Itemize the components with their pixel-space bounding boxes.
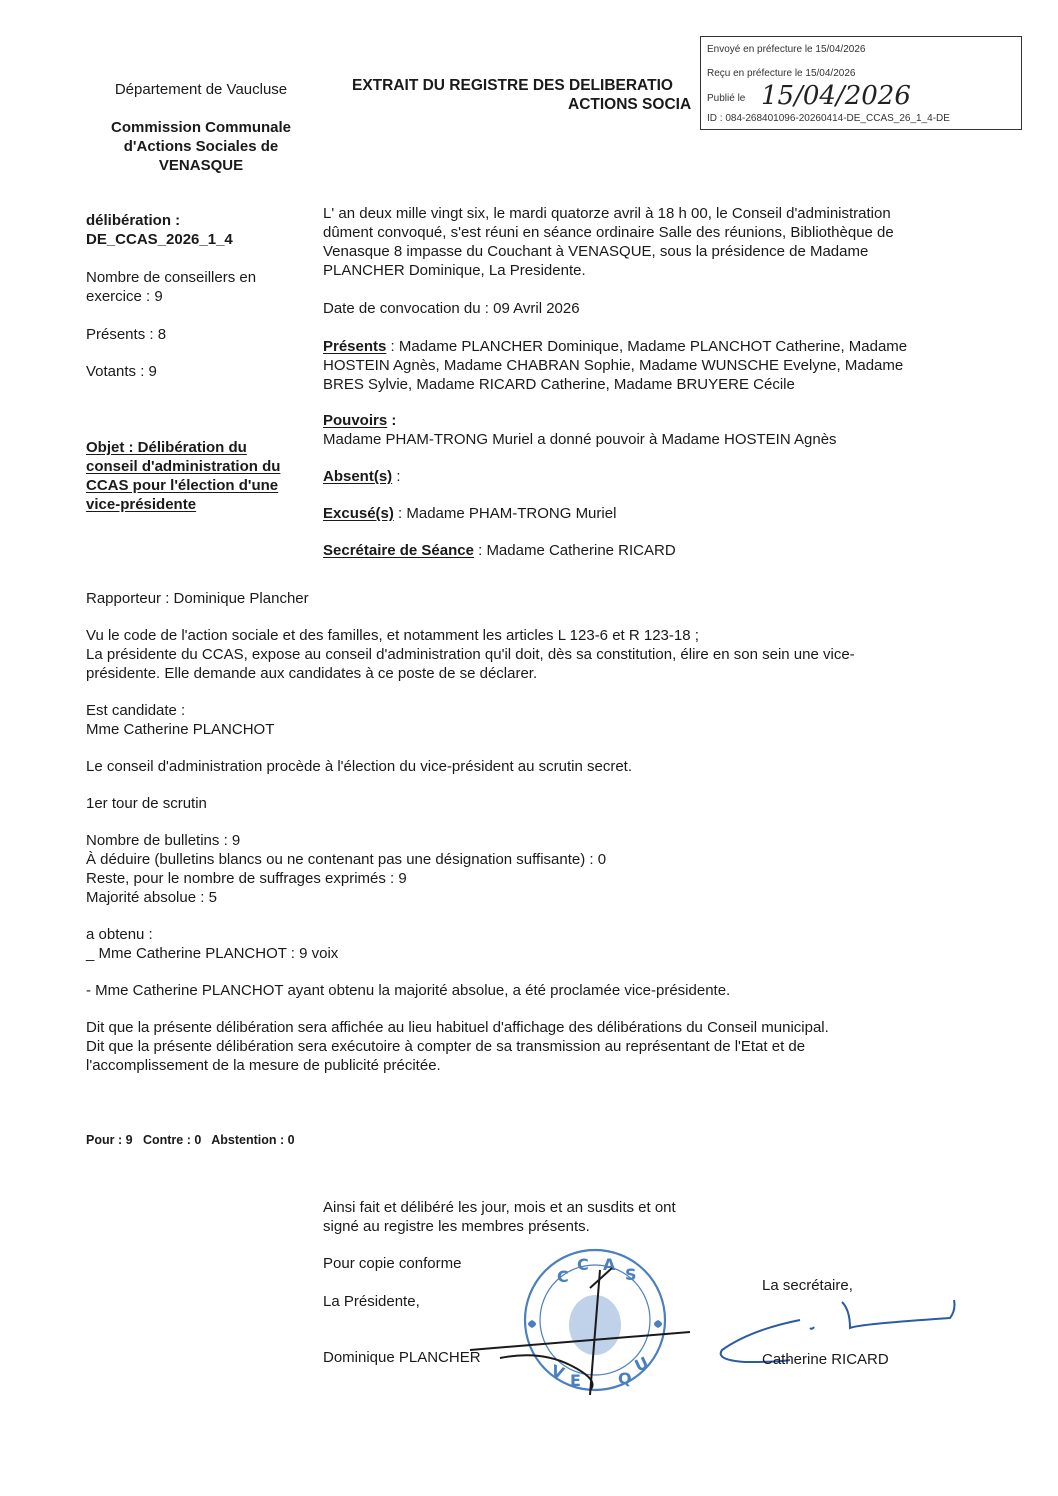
presidente-name: Dominique PLANCHER: [323, 1349, 481, 1366]
svg-text:U: U: [631, 1352, 652, 1376]
svg-text:E: E: [570, 1371, 581, 1390]
obtenu-block: a obtenu : _ Mme Catherine PLANCHOT : 9 voix: [86, 926, 339, 962]
votants-count: Votants : 9: [86, 363, 157, 380]
presents-block: Présents : Madame PLANCHER Dominique, Madame PLANCHOT Catherine, Madame HOSTEIN Agnès, Madame CHABRAN Sophie, Madame WUNSCHE Evelyne, Madame BRES Sylvie, Madame RICARD Catherine, Madame BRUYERE Cécile: [323, 338, 908, 393]
commission-name: Commission Communale d'Actions Sociales de VENASQUE: [110, 119, 292, 174]
deliberation-label: délibération :: [86, 212, 181, 229]
ainsi-fait: Ainsi fait et délibéré les jour, mois et an susdits et ont signé au registre les membres présents.: [323, 1199, 676, 1235]
departement: Département de Vaucluse: [114, 81, 288, 98]
tour-label: 1er tour de scrutin: [86, 795, 207, 812]
rapporteur: Rapporteur : Dominique Plancher: [86, 590, 309, 607]
pouvoirs-label: Pouvoirs: [323, 412, 388, 429]
absents-line: Absent(s) :: [323, 468, 401, 485]
svg-text:V: V: [548, 1360, 567, 1383]
pouvoirs-block: Pouvoirs : Madame PHAM-TRONG Muriel a donné pouvoir à Madame HOSTEIN Agnès: [323, 412, 837, 448]
excuses-label: Excusé(s): [323, 505, 394, 522]
prefecture-stamp: [700, 36, 1022, 130]
secretaire-line: Secrétaire de Séance : Madame Catherine RICARD: [323, 542, 676, 559]
vu-paragraph: Vu le code de l'action sociale et des familles, et notamment les articles L 123-6 et R 123-18 ; La présidente du CCAS, expose au conseil d'administration qu'il doit, dès sa constitution, élire en son sein une vice- présidente. Elle demande aux candidates à ce poste de se déclarer.: [86, 627, 855, 682]
stamp-id: ID : 084-268401096-20260414-DE_CCAS_26_1_4-DE: [707, 113, 950, 124]
document-title-line2: ACTIONS SOCIA: [568, 96, 692, 113]
secretaire-signature-label: La secrétaire,: [762, 1277, 853, 1294]
secretaire-label: Secrétaire de Séance: [323, 542, 474, 559]
procede-text: Le conseil d'administration procède à l'élection du vice-président au scrutin secret.: [86, 758, 633, 775]
presents-count: Présents : 8: [86, 326, 167, 343]
objet-block: Objet : Délibération du conseil d'administration du CCAS pour l'élection d'une vice-présidente: [86, 439, 281, 513]
stamp-envoye: Envoyé en préfecture le 15/04/2026: [707, 44, 866, 55]
svg-text:Q: Q: [618, 1369, 632, 1388]
deliberation-id: DE_CCAS_2026_1_4: [86, 231, 233, 248]
secretaire-name: Catherine RICARD: [762, 1351, 889, 1368]
presents-label: Présents: [323, 338, 387, 355]
vote-summary: Pour : 9 Contre : 0 Abstention : 0: [86, 1133, 295, 1147]
ccas-seal-stamp: [440, 1240, 710, 1400]
absents-label: Absent(s): [323, 468, 393, 485]
copie-conforme: Pour copie conforme: [323, 1255, 462, 1272]
svg-text:C: C: [577, 1255, 589, 1274]
svg-text:S: S: [625, 1265, 637, 1284]
excuses-line: Excusé(s) : Madame PHAM-TRONG Muriel: [323, 505, 617, 522]
presidente-label: La Présidente,: [323, 1293, 420, 1310]
dit-paragraph: Dit que la présente délibération sera affichée au lieu habituel d'affichage des délibérations du Conseil municipal. Dit que la présente délibération sera exécutoire à compter de sa transmission au représentant de l'Etat et de l'accomplissement de la mesure de publicité précitée.: [86, 1019, 829, 1074]
svg-text:A: A: [603, 1255, 616, 1274]
conseillers-line2: exercice : 9: [86, 288, 163, 305]
proclamee-text: - Mme Catherine PLANCHOT ayant obtenu la majorité absolue, a été proclamée vice-présidente.: [86, 982, 731, 999]
convocation-date: Date de convocation du : 09 Avril 2026: [323, 300, 580, 317]
stamp-publie-label: Publié le: [707, 93, 746, 104]
svg-text:C: C: [557, 1267, 569, 1286]
scrutin-results: Nombre de bulletins : 9 À déduire (bulletins blancs ou ne contenant pas une désignation suffisante) : 0 Reste, pour le nombre de suffrages exprimés : 9 Majorité absolue : 5: [86, 832, 607, 906]
candidate-block: Est candidate : Mme Catherine PLANCHOT: [86, 702, 275, 738]
document-title-line1: EXTRAIT DU REGISTRE DES DELIBERATIO: [352, 77, 673, 94]
stamp-recu: Reçu en préfecture le 15/04/2026: [707, 68, 856, 79]
stamp-publie-date-handwritten: 15/04/2026: [761, 81, 911, 111]
intro-paragraph: L' an deux mille vingt six, le mardi quatorze avril à 18 h 00, le Conseil d'administration dûment convoqué, s'est réuni en séance ordinaire Salle des réunions, Bibliothèque de Venasque 8 impasse du Couchant à VENASQUE, sous la présidence de Madame PLANCHER Dominique, La Presidente.: [323, 205, 894, 279]
conseillers-line1: Nombre de conseillers en: [86, 269, 257, 286]
